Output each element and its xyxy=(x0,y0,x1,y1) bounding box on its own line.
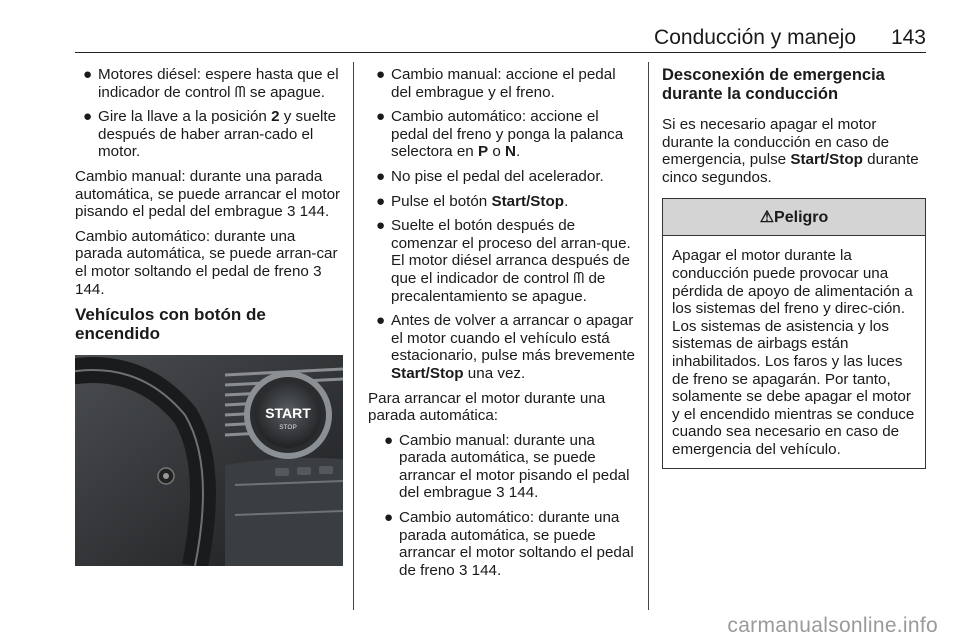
list-item: ● Cambio automático: accione el pedal del freno y ponga la palanca selectora en P o N. xyxy=(368,108,638,161)
bullet: ● xyxy=(376,66,386,83)
page-ref-link[interactable]: 144. xyxy=(75,280,105,298)
page-ref-icon: 3 xyxy=(286,203,296,221)
page-ref-icon: 3 xyxy=(458,561,468,579)
paragraph: Si es necesario apagar el motor durante la conducción en caso de emergencia, pulse Start/Stop durante cinco segundos. xyxy=(662,116,919,186)
list-item: ● Antes de volver a arrancar o apagar el motor cuando el vehículo está estacionario, pulse más brevemente Start/Stop una vez. xyxy=(368,312,638,382)
section-title: Conducción y manejo xyxy=(654,26,856,49)
list-item: ● Cambio automático: durante una parada automática, se puede arrancar el motor soltando el pedal de freno 3 144. xyxy=(376,509,638,579)
dashboard-illustration xyxy=(75,355,343,566)
page-ref-link[interactable]: 144. xyxy=(508,484,539,502)
warning-title: Peligro xyxy=(774,208,829,226)
bullet: ● xyxy=(384,431,394,449)
glow-plug-icon: ᗰ xyxy=(234,83,246,101)
stop-label: STOP xyxy=(279,424,297,432)
start-label: START xyxy=(265,405,311,422)
bullet: ● xyxy=(376,312,386,330)
glow-plug-icon: ᗰ xyxy=(573,269,585,287)
bullet: ● xyxy=(83,66,93,83)
list-item: ● Motores diésel: espere hasta que el indicador de control ᗰ se apague. xyxy=(75,66,343,101)
paragraph: Para arrancar el motor durante una parada automática: xyxy=(368,389,606,425)
column-3 xyxy=(662,66,926,469)
page-ref-icon: 3 xyxy=(313,262,322,280)
warning-text: Apagar el motor durante la conducción puede provocar una pérdida de apoyo de alimentación a los sistemas del freno y direc-ción. Los sistemas de asistencia y los sistemas de airbags están inhabilitados. Los faros y las luces de freno se apagarán. Por tanto, solamente se debe apagar el motor y el encendido mientras se conduce cuando sea necesario en caso de emergencia del vehículo. xyxy=(672,247,915,458)
bullet: ● xyxy=(376,108,386,126)
list-item: ● Pulse el botón Start/Stop. xyxy=(368,193,638,211)
warning-box xyxy=(662,198,926,468)
list-item: ● Suelte el botón después de comenzar el proceso del arran-que. El motor diésel arranca después de que el indicador de control ᗰ de precalentamiento se apague. xyxy=(368,217,638,305)
page-number: 143 xyxy=(890,26,926,49)
bullet: ● xyxy=(376,167,386,185)
page-ref-icon: 3 xyxy=(496,484,505,502)
key-position: 2 xyxy=(271,108,280,126)
list-item: ● No pise el pedal del acelerador. xyxy=(368,168,638,186)
bullet: ● xyxy=(83,108,93,126)
page-header xyxy=(75,26,926,53)
section-heading: Vehículos con botón de encendido xyxy=(75,305,266,344)
list-item: ● Cambio manual: durante una parada automática, se puede arrancar el motor pisando el pedal del embrague 3 144. xyxy=(376,432,638,502)
bullet: ● xyxy=(376,217,386,235)
column-divider xyxy=(648,62,649,610)
page-ref-link[interactable]: 144. xyxy=(299,203,330,221)
page-ref-link[interactable]: 144. xyxy=(471,561,502,579)
column-divider xyxy=(353,62,354,610)
warning-icon: ⚠ xyxy=(759,208,775,226)
column-1 xyxy=(75,66,343,566)
warning-header xyxy=(663,199,925,236)
paragraph: Cambio automático: durante una parada automática, se puede arran-car el motor soltando el pedal de freno 3 144. xyxy=(75,227,338,298)
list-item: ● Gire la llave a la posición 2 y suelte después de haber arran-cado el motor. xyxy=(75,108,343,161)
bullet: ● xyxy=(376,192,386,210)
paragraph: Cambio manual: durante una parada automática, se puede arrancar el motor pisando el pedal del embrague 3 144. xyxy=(75,167,341,221)
column-2 xyxy=(368,66,638,586)
start-stop-button-photo xyxy=(75,355,343,566)
list-item: ● Cambio manual: accione el pedal del embrague y el freno. xyxy=(368,66,638,101)
section-heading: Desconexión de emergencia durante la conducción xyxy=(662,66,885,103)
bullet: ● xyxy=(384,509,394,527)
watermark: carmanualsonline.info xyxy=(727,614,938,637)
